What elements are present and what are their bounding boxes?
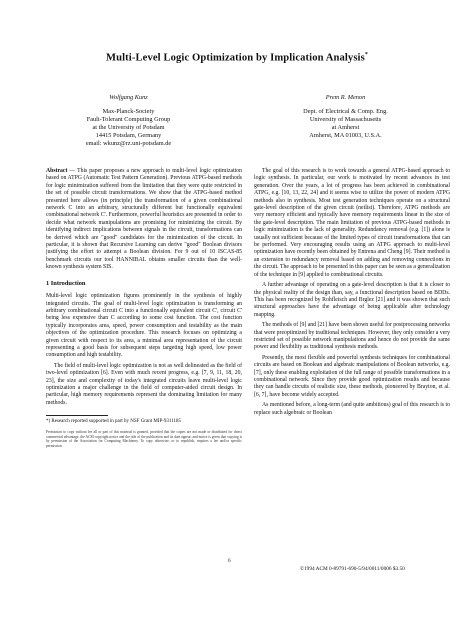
author-name: Prem R. Menon: [325, 94, 366, 101]
author-email: email: wkunz@rz.uni-potsdam.de: [85, 140, 172, 148]
section-heading: 1 Introduction: [46, 279, 86, 287]
affiliation-line: Fault-Tolerant Computing Group: [86, 116, 171, 124]
affiliation-line: at the University of Potsdam: [92, 124, 165, 132]
body-paragraph: As mentioned before, a long-term (and quite ambitious) goal of this research is to replace such algebraic or Boolean: [254, 402, 450, 416]
abstract-label: Abstract: [46, 168, 68, 174]
body-paragraph: The field of multi-level logic optimization is not as well delineated as the field of two-level optimization [6]. Even with much recent progress, e.g. [7, 9, 11, 18, 20, 23], the size and complexity of today's integrated circuits leave multi-level logic optimization a major challenge in the field of computer-aided circuit design. In particular, high memory requirements represent the dominating limitation for many methods.: [46, 362, 242, 406]
body-paragraph: The goal of this research is to work towards a general ATPG-based approach to logic synthesis. In particular, our work is motivated by recent advances in test generation. Over the years, a lot of progress has been achieved in combinational ATPG, e.g. [10, 13, 22, 24] and it seems wise to utilize the power of modern ATPG methods also in synthesis. Most test generation techniques operate on a structural gate-level description of the given circuit (netlist). Therefore, ATPG methods are very memory efficient and typically have memory requirements linear in the size of the gate-level description. The main limitation of previous ATPG-based methods in logic minimization is the lack of generality. Redundancy removal (e.g. [1]) alone is usually not sufficient because of the limited types of circuit transformations that can be performed. Very encouraging results using an ATPG approach to multi-level optimization have recently been obtained by Entrena and Cheng [9]. Their method is an extension to redundancy removal based on adding and removing connections in the circuit. The approach to be presented in this paper can be seen as a generalization of the technique in [9] applied to combinational circuits.: [254, 168, 450, 278]
affiliation-line: Dept. of Electrical & Comp. Eng.: [303, 108, 388, 116]
body-paragraph: The methods of [9] and [21] have been shown useful for postprocessing networks that were preoptimized by traditional techniques. However, they only consider a very restricted set of possible network manipulations and hence do not provide the same power and flexibility as traditional synthesis methods.: [254, 322, 451, 351]
affiliation-line: 14415 Potsdam, Germany: [95, 132, 162, 140]
body-paragraph: A further advantage of operating on a gate-level description is that it is closer to the physical reality of the design than, say, a functional description based on BDDs. This has been recognized by Rohfleisch and Brglez [21] and it was shown that such structural approaches have the advantage of being applicable after technology mapping.: [254, 282, 450, 318]
affiliation-line: at Amherst: [331, 124, 360, 132]
title-footnote-mark: *: [364, 52, 368, 58]
affiliation-line: Max-Planck-Society: [102, 108, 155, 116]
left-column: [46, 168, 242, 448]
affiliation-line: University of Massachusetts: [309, 116, 382, 124]
abstract-text: — This paper proposes a new approach to multi-level logic optimization based on ATPG (Automatic Test Pattern Generation). Previous ATPG-based methods for logic minimization suffered from the limitation that they were quite restricted in the set of possible circuit transformations. We show that the ATPG-based method presented here allows (in principle) the transformation of a given combinational network C into an arbitrary, structurally different but functionally equivalent combinational network C'. Furthermore, powerful heuristics are presented in order to decide what network manipulations are promising for minimizing the circuit. By identifying indirect implications between signals in the circuit, transformations can be derived which are "good" candidates for the minimization of the circuit. In particular, it is shown that Recursive Learning can derive "good" Boolean divisors justifying the effort to attempt a Boolean division. For 9 out of 10 ISCAS-85 benchmark circuits our tool HANNIBAL obtains smaller circuits than the well-known synthesis system SIS.: [46, 168, 243, 271]
footnote-divider: [46, 415, 108, 416]
author-name: Wolfgang Kunz: [109, 94, 148, 101]
affiliation-line: Amherst, MA 01003, U.S.A.: [309, 132, 382, 140]
footnote: *) Research reported supported in part by NSF Grant MIP-9311185: [46, 419, 182, 425]
author-1: [20, 94, 237, 149]
author-2: [237, 94, 454, 149]
copyright-line: ©1994 ACM 0-89791-690-5/94/0011/0006 $3.50: [300, 566, 405, 572]
page-number: 6: [228, 558, 231, 564]
body-paragraph: Multi-level logic optimization figures prominently in the synthesis of highly integrated circuits. The goal of multi-level logic optimization is transforming an arbitrary combinational circuit C into a functionally equivalent circuit C', circuit C' being less expensive than C according to some cost function. The cost function typically incorporates area, speed, power consumption and testability as the main objectives of the optimization procedure. This research focuses on optimizing a given circuit with respect to its area, a minimal area representation of the circuit representing a good basis for subsequent steps targeting high speed, low power consumption and high testability.: [46, 293, 242, 359]
copyright-permission-notice: Permission to copy without fee all or part of this material is granted, provided that the copies are not made or distributed for direct commercial advantage, the ACM copyright notice and the title of the publication and its date appear, and notice is given that copying is by permission of the Association for Computing Machinery. To copy otherwise, or to republish, requires a fee and/or specific permission.: [46, 430, 242, 448]
title-text: Multi-Level Logic Optimization by Implication Analysis: [106, 52, 365, 64]
right-column: [254, 168, 450, 420]
paper-title: [20, 52, 454, 64]
body-paragraph: Presently, the most flexible and powerful synthesis techniques for combinational circuits are based on Boolean and algebraic manipulations of Boolean networks, e.g. [7], only these enabling exploitation of the full range of possible transformations in a combinational network. Since they provide good optimization results and because they can handle circuits of realistic size, these methods, pioneered by Brayton, et al. [6, 7], have become widely accepted.: [254, 354, 450, 398]
author-block: [20, 94, 454, 149]
abstract-paragraph: [46, 168, 242, 272]
